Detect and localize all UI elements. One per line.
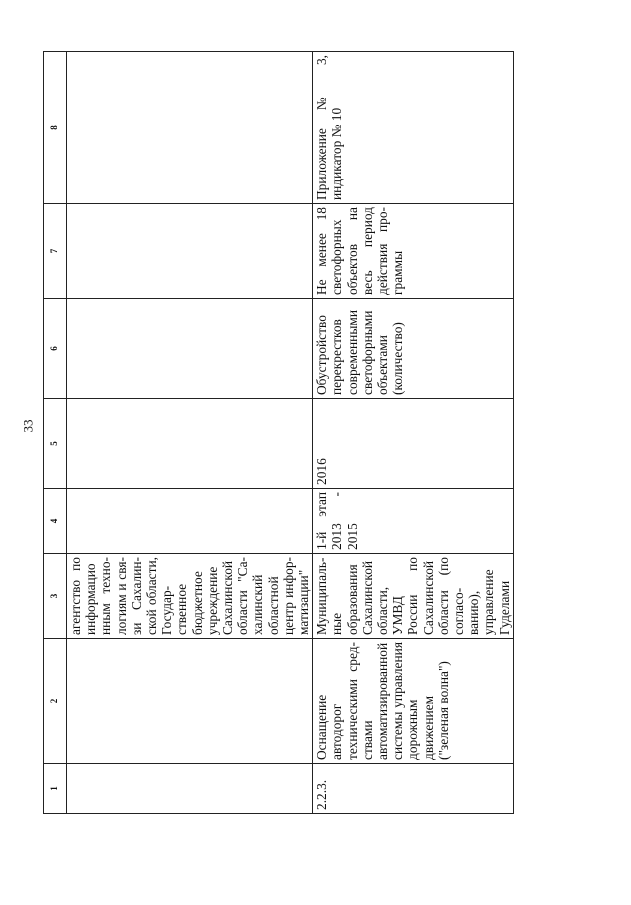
column-header: 3	[44, 554, 67, 639]
page-number: 33	[20, 419, 36, 433]
column-header: 4	[44, 489, 67, 554]
column-header: 6	[44, 299, 67, 399]
program-table	[43, 51, 514, 814]
table-cell: агентство по информационным технологиям и связи Сахалинской области, Государственное бюджетное учреждение Сахалинской области "Сахалинский областной центр информатизации"	[67, 554, 313, 639]
column-header: 5	[44, 399, 67, 489]
table-cell: Оснащение автодорог техническими средствами автоматизированной системы управления дорожным движением ("зеленая волна")	[313, 639, 514, 764]
table-cell	[67, 204, 313, 299]
rotated-table-wrapper	[43, 52, 512, 814]
table-cell: Не менее 18 светофорных объектов на весь период действия программы	[313, 204, 514, 299]
table-cell: 2016	[313, 399, 514, 489]
table-cell	[67, 489, 313, 554]
header-row	[44, 52, 67, 814]
table-row	[313, 52, 514, 814]
column-header: 1	[44, 764, 67, 814]
table-cell: Приложение № 3, индикатор № 10	[313, 52, 514, 204]
table-cell	[67, 299, 313, 399]
table-row	[67, 52, 313, 814]
table-cell: Обустройство перекрестков современными светофорными объектами (количество)	[313, 299, 514, 399]
column-header: 7	[44, 204, 67, 299]
table-cell	[67, 399, 313, 489]
table-cell	[67, 764, 313, 814]
column-header: 2	[44, 639, 67, 764]
table-cell: 1-й этап 2013 - 2015	[313, 489, 514, 554]
table-cell: Муниципальные образования Сахалинской области, УМВД России по Сахалинской области (по согласованию), управление Гуделами	[313, 554, 514, 639]
column-header: 8	[44, 52, 67, 204]
table-cell	[67, 639, 313, 764]
table-cell: 2.2.3.	[313, 764, 514, 814]
table-cell	[67, 52, 313, 204]
